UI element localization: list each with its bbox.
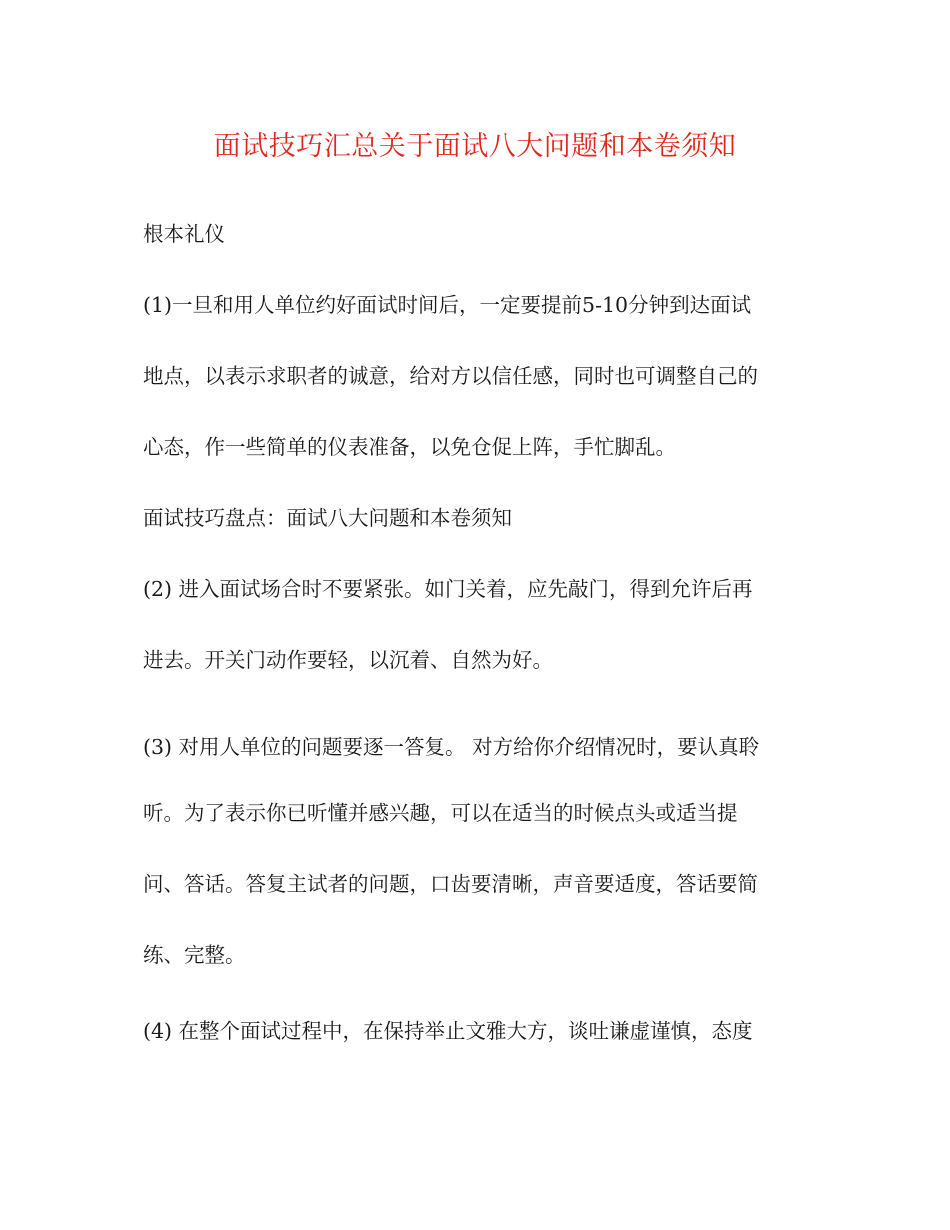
paragraph-line: (2) 进入面试场合时不要紧张。如门关着，应先敲门，得到允许后再	[143, 577, 753, 601]
paragraph-line: (1)一旦和用人单位约好面试时间后，一定要提前5-10分钟到达面试	[143, 293, 752, 317]
document-title: 面试技巧汇总关于面试八大问题和本卷须知	[213, 131, 737, 162]
paragraph-line: 练、完整。	[143, 943, 246, 967]
paragraph-line: (3) 对用人单位的问题要逐一答复。 对方给你介绍情况时，要认真聆	[143, 735, 760, 759]
paragraph-line: 问、答话。答复主试者的问题，口齿要清晰，声音要适度，答话要简	[143, 872, 758, 896]
paragraph-line: 听。为了表示你已听懂并感兴趣，可以在适当的时候点头或适当提	[143, 801, 738, 825]
paragraph-line: (4) 在整个面试过程中，在保持举止文雅大方，谈吐谦虚谨慎，态度	[143, 1019, 753, 1043]
section-heading-basic-etiquette: 根本礼仪	[143, 222, 225, 246]
paragraph-line: 心态，作一些简单的仪表准备，以免仓促上阵，手忙脚乱。	[143, 435, 676, 459]
section-heading-interview-tips: 面试技巧盘点：面试八大问题和本卷须知	[143, 506, 512, 530]
paragraph-line: 地点，以表示求职者的诚意，给对方以信任感，同时也可调整自己的	[143, 364, 758, 388]
paragraph-line: 进去。开关门动作要轻，以沉着、自然为好。	[143, 648, 553, 672]
